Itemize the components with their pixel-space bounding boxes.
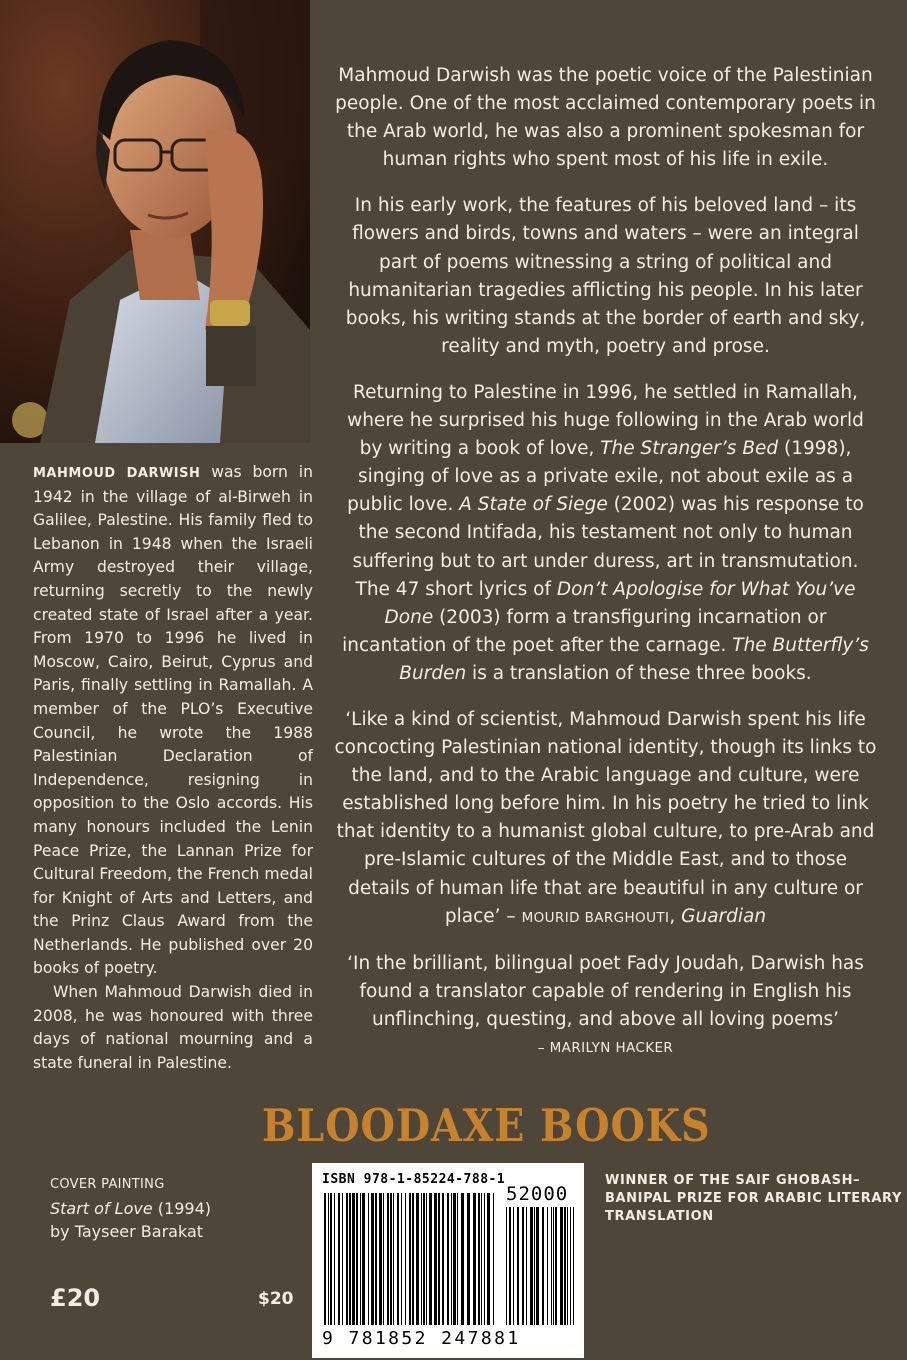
credit-title-line xyxy=(50,1197,211,1221)
book-title: The Butterfly’s Burden xyxy=(399,634,869,684)
author-portrait-icon xyxy=(0,0,310,443)
isbn-barcode xyxy=(312,1163,584,1358)
blurb-text: (1998), singing of love as a private exile, not about exile as a public love. xyxy=(347,438,854,516)
bio-paragraph-1 xyxy=(33,461,313,981)
quote-publication: Guardian xyxy=(681,905,767,927)
back-cover-blurb xyxy=(333,62,878,1080)
price-usd: $20 xyxy=(258,1289,294,1309)
credit-label: COVER PAINTING xyxy=(50,1177,165,1192)
quote-separator: , xyxy=(669,905,682,927)
blurb-paragraph-2: In his early work, the features of his beloved land – its flowers and birds, towns and waters – were an integral part of poems witnessing a string of political and humanitarian tragedies afflicting his people. In his later books, his writing stands at the border of earth and sky, reality and myth, poetry and prose. xyxy=(345,195,866,357)
ean-digits: 9 781852 247881 xyxy=(322,1328,521,1349)
painting-artist: by Tayseer Barakat xyxy=(50,1222,204,1241)
barcode-price-code: 52000 xyxy=(506,1183,569,1205)
bio-text-1: was born in 1942 in the village of al-Birweh in Galilee, Palestine. His family fled to Lebanon in 1948 when the Israeli Army destroyed their village, returning secretly to the newly created state of Israel after a year. From 1970 to 1996 he lived in Moscow, Cairo, Beirut, Cyprus and Paris, finally settling in Ramallah. A member of the PLO’s Executive Council, he wrote the 1988 Palestinian Declaration of Independence, resigning in opposition to the Oslo accords. His many honours included the Lenin Peace Prize, the Lannan Prize for Cultural Freedom, the French medal for Knight of Arts and Letters, and the Prinz Claus Award from the Netherlands. He published over 20 books of poetry. xyxy=(33,463,313,978)
painting-year: (1994) xyxy=(152,1198,211,1218)
blurb-text: (2003) form a transfiguring incarnation or incantation of the poet after the carnage. xyxy=(342,606,827,656)
book-title: The Stranger’s Bed xyxy=(600,438,779,460)
blurb-text: Returning to Palestine in 1996, he settled in Ramallah, where he surprised his huge following in the Arab world by writing a book of love, xyxy=(347,381,864,460)
isbn-number: ISBN 978-1-85224-788-1 xyxy=(322,1172,506,1187)
review-quote-1 xyxy=(333,706,878,932)
quote-dash: – xyxy=(500,905,522,927)
price-gbp: £20 xyxy=(50,1284,101,1312)
blurb-text: (2002) was his response to the second Intifada, his testament not only to human suffering but to art under duress, art in transmutation. The 47 short lyrics of xyxy=(352,494,864,600)
review-quote-2 xyxy=(333,950,878,1062)
prize-notice: WINNER OF THE SAIF GHOBASH– BANIPAL PRIZE FOR ARABIC LITERARY TRANSLATION xyxy=(605,1173,902,1224)
cover-painting-credit xyxy=(50,1173,211,1244)
book-title: A State of Siege xyxy=(459,494,608,516)
quote-attribution: MOURID BARGHOUTI xyxy=(521,909,670,926)
author-photo xyxy=(0,0,310,443)
blurb-paragraph-3 xyxy=(333,379,878,688)
quote-attribution: – MARILYN HACKER xyxy=(537,1040,674,1056)
publisher-logo: BLOODAXE BOOKS xyxy=(262,1099,711,1152)
bio-paragraph-2: When Mahmoud Darwish died in 2008, he was honoured with three days of national mourning and a state funeral in Palestine. xyxy=(33,983,313,1072)
blurb-paragraph-1: Mahmoud Darwish was the poetic voice of the Palestinian people. One of the most acclaimed contemporary poets in the Arab world, he was also a prominent spokesman for human rights who spent most of his life in exile. xyxy=(335,65,876,171)
quote-text: ‘In the brilliant, bilingual poet Fady Joudah, Darwish has found a translator capable of rendering in English his unflinching, questing, and above all loving poems’ xyxy=(347,952,864,1030)
blurb-text: is a translation of these three books. xyxy=(466,662,812,684)
painting-title: Start of Love xyxy=(50,1198,153,1218)
quote-text: ‘Like a kind of scientist, Mahmoud Darwish spent his life concocting Palestinian national identity, though its links to the land, and to the Arabic language and culture, were established long before him. In his poetry he tried to link that identity to a humanist global culture, to pre-Arab and pre-Islamic cultures of the Middle East, and to those details of human life that are beautiful in any culture or place’ xyxy=(334,708,877,927)
author-name: MAHMOUD DARWISH xyxy=(33,466,201,481)
author-biography xyxy=(33,461,313,1075)
book-title: Don’t Apologise for What You’ve Done xyxy=(384,578,856,628)
